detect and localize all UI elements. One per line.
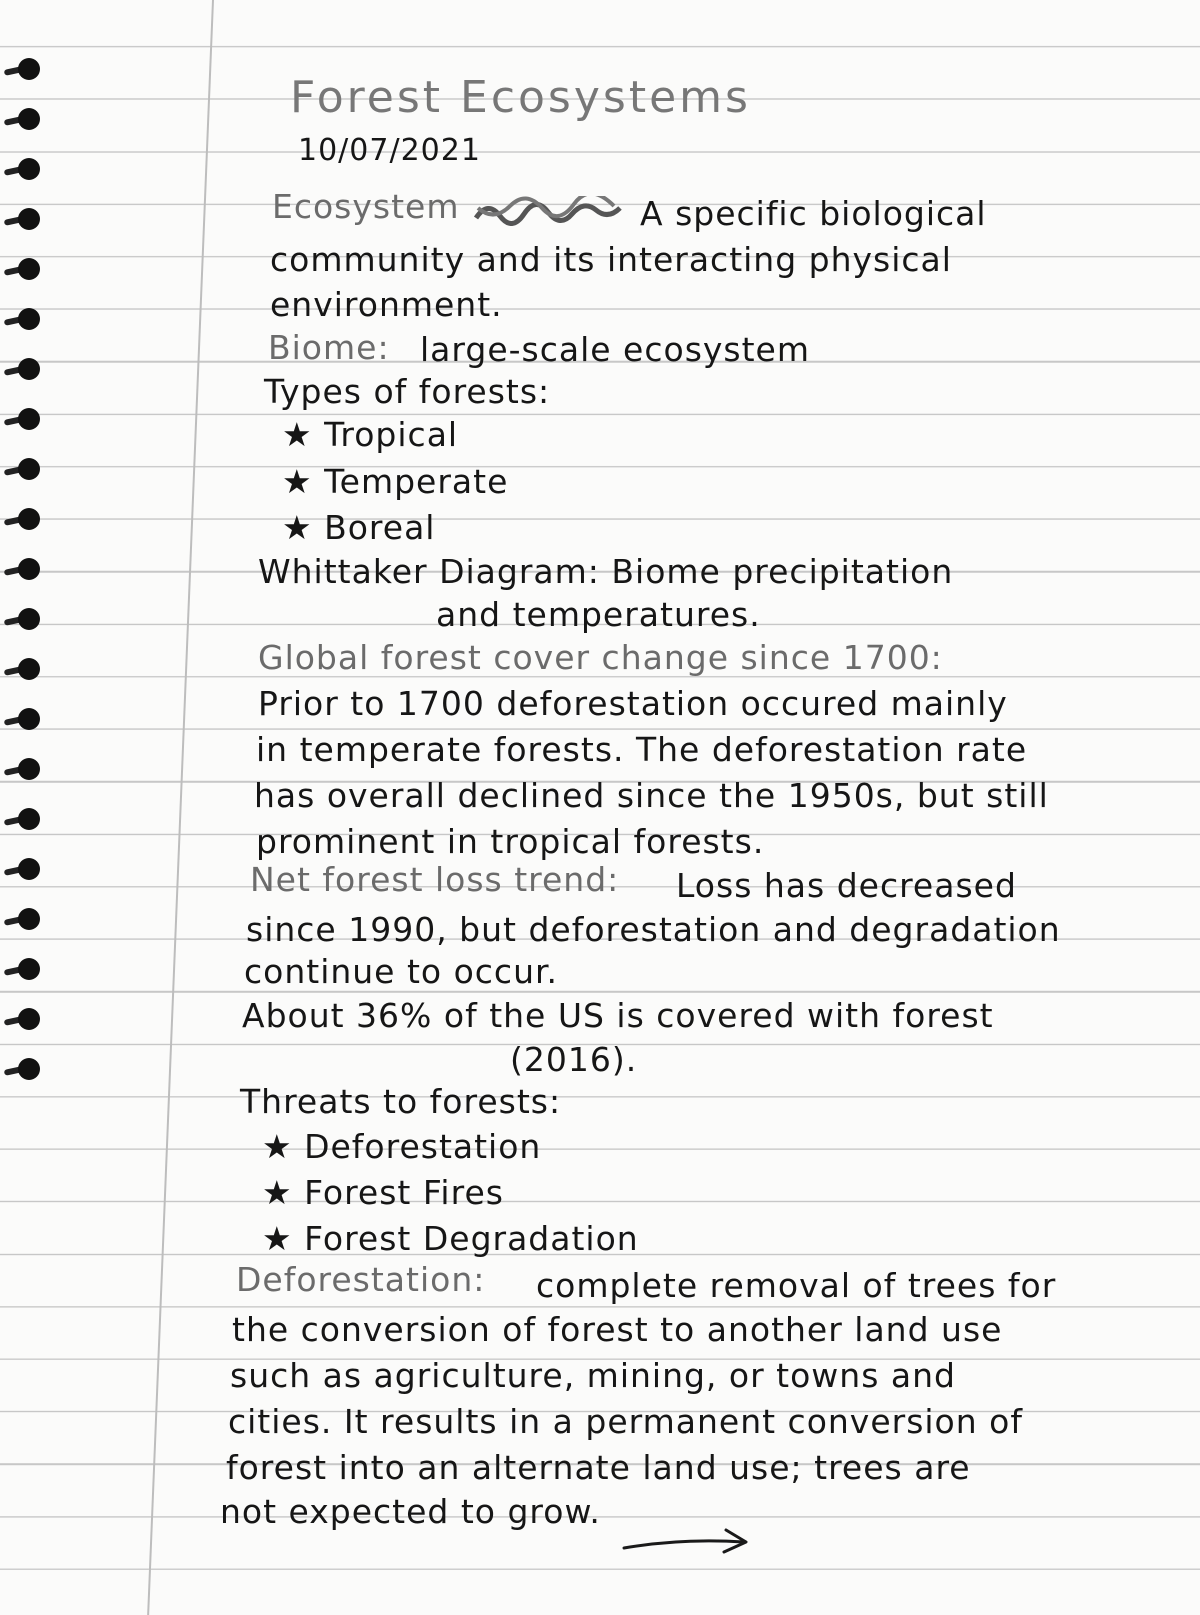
spiral-ring — [4, 658, 42, 680]
list-item-label: Forest Degradation — [304, 1219, 639, 1258]
continue-arrow-icon — [622, 1520, 752, 1560]
note-line: Threats to forests: — [240, 1082, 562, 1121]
note-line: cities. It results in a permanent conversion of — [228, 1402, 1023, 1441]
scribbled-out-word — [474, 196, 624, 226]
note-line: and temperatures. — [436, 595, 761, 634]
note-line: not expected to grow. — [220, 1492, 601, 1531]
term-deforestation: Deforestation: — [236, 1260, 486, 1299]
spiral-ring — [4, 58, 42, 80]
spiral-ring — [4, 158, 42, 180]
spiral-ring — [4, 1058, 42, 1080]
note-line: Types of forests: — [264, 372, 551, 411]
list-item — [282, 462, 508, 501]
star-bullet-icon: ★ — [262, 1173, 293, 1212]
note-line: environment. — [270, 285, 503, 324]
list-item-label: Tropical — [324, 415, 459, 454]
spiral-ring — [4, 358, 42, 380]
margin-line — [147, 0, 214, 1615]
note-line: community and its interacting physical — [270, 240, 952, 279]
list-item — [262, 1219, 639, 1258]
spiral-ring — [4, 408, 42, 430]
note-line: (2016). — [510, 1040, 638, 1079]
note-line: large-scale ecosystem — [420, 330, 810, 369]
spiral-ring — [4, 558, 42, 580]
list-item-label: Deforestation — [304, 1127, 542, 1166]
list-item — [262, 1127, 541, 1166]
list-item — [262, 1173, 504, 1212]
note-line: Loss has decreased — [676, 866, 1017, 905]
star-bullet-icon: ★ — [282, 415, 313, 454]
note-line: About 36% of the US is covered with forest — [242, 996, 994, 1035]
spiral-ring — [4, 808, 42, 830]
note-line: prominent in tropical forests. — [256, 822, 765, 861]
note-line: A specific biological — [640, 194, 987, 233]
note-line: complete removal of trees for — [536, 1266, 1057, 1305]
spiral-ring — [4, 458, 42, 480]
spiral-ring — [4, 958, 42, 980]
note-line: continue to occur. — [244, 952, 559, 991]
spiral-ring — [4, 1008, 42, 1030]
spiral-ring — [4, 508, 42, 530]
star-bullet-icon: ★ — [262, 1127, 293, 1166]
spiral-ring — [4, 858, 42, 880]
list-item-label: Boreal — [324, 508, 436, 547]
spiral-ring — [4, 208, 42, 230]
note-line: forest into an alternate land use; trees are — [226, 1448, 971, 1487]
term-ecosystem: Ecosystem — [272, 187, 460, 226]
page-title: Forest Ecosystems — [290, 72, 751, 123]
note-line: such as agriculture, mining, or towns and — [230, 1356, 956, 1395]
star-bullet-icon: ★ — [262, 1219, 293, 1258]
spiral-ring — [4, 708, 42, 730]
spiral-ring — [4, 908, 42, 930]
section-heading: Net forest loss trend: — [250, 860, 620, 899]
star-bullet-icon: ★ — [282, 508, 313, 547]
spiral-ring — [4, 308, 42, 330]
star-bullet-icon: ★ — [282, 462, 313, 501]
list-item-label: Temperate — [324, 462, 509, 501]
term-biome: Biome: — [268, 328, 390, 367]
note-line: since 1990, but deforestation and degradation — [246, 910, 1061, 949]
note-line: in temperate forests. The deforestation rate — [256, 730, 1028, 769]
spiral-ring — [4, 108, 42, 130]
spiral-ring — [4, 258, 42, 280]
spiral-ring — [4, 608, 42, 630]
list-item — [282, 508, 435, 547]
page-date: 10/07/2021 — [298, 133, 481, 168]
note-line: the conversion of forest to another land use — [232, 1310, 1003, 1349]
spiral-ring — [4, 758, 42, 780]
section-heading: Global forest cover change since 1700: — [258, 638, 943, 677]
note-line: Prior to 1700 deforestation occured mainly — [258, 684, 1008, 723]
note-line: Whittaker Diagram: Biome precipitation — [258, 552, 954, 591]
note-line: has overall declined since the 1950s, but still — [254, 776, 1049, 815]
list-item-label: Forest Fires — [304, 1173, 504, 1212]
spiral-binding — [0, 40, 50, 1120]
list-item — [282, 415, 458, 454]
